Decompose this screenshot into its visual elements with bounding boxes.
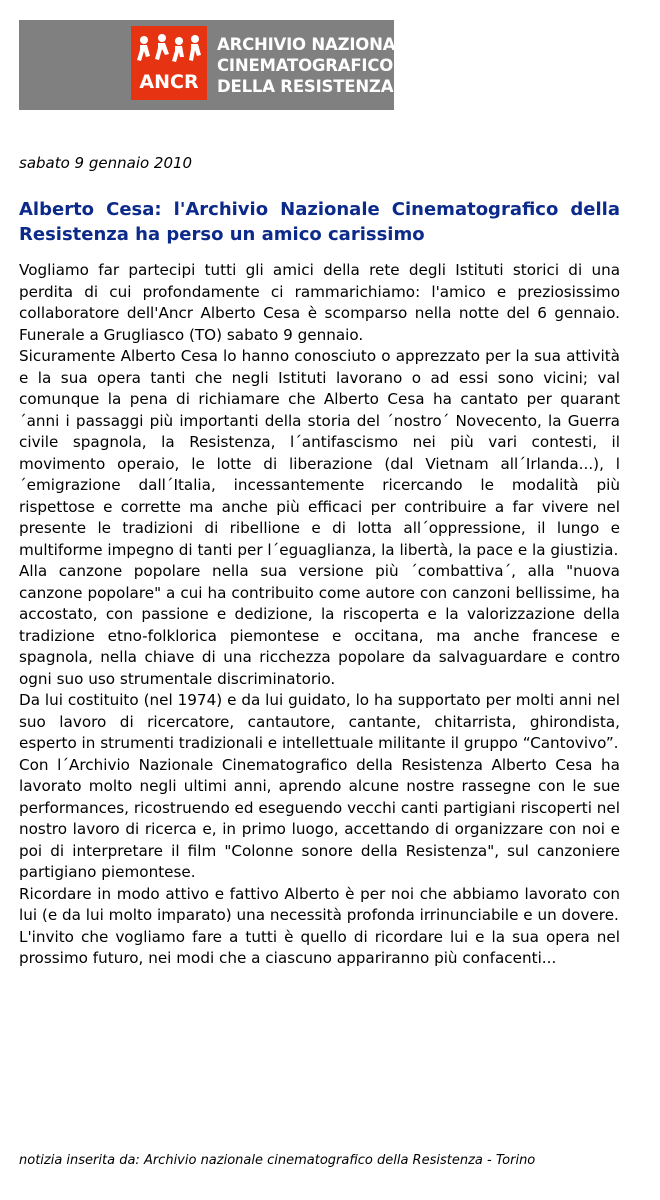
post-date: sabato 9 gennaio 2010 bbox=[19, 154, 193, 172]
paragraph: Vogliamo far partecipi tutti gli amici della rete degli Istituti storici di una perdita di cui profondamente ci rammarichiamo: l'amico e preziosissimo collaboratore dell'Ancr Alberto Cesa è scomparso nella notte del 6 gennaio. Funerale a Grugliasco (TO) sabato 9 gennaio. bbox=[19, 261, 620, 344]
header-banner bbox=[19, 20, 417, 110]
paragraph: Con l´Archivio Nazionale Cinematografico della Resistenza Alberto Cesa ha lavorato molto negli ultimi anni, aprendo alcune nostre rassegne con le sue performances, ricostruendo ed eseguendo vecchi canti partigiani riscoperti nel nostro lavoro di ricerca e, in primo luogo, accettando di organizzare con noi e poi di interpretare il film "Colonne sonore della Resistenza", sul canzoniere partigiano piemontese. bbox=[19, 755, 620, 881]
logo-line-1: ARCHIVIO NAZIONALE bbox=[217, 35, 417, 54]
paragraph: Ricordare in modo attivo e fattivo Alberto è per noi che abbiamo lavorato con lui (e da lui molto imparato) una necessità profonda irrinunciabile e un dovere. bbox=[19, 884, 620, 924]
paragraph: Sicuramente Alberto Cesa lo hanno conosciuto o apprezzato per la sua attività e la sua opera tanti che negli Istituti lavorano o ad essi sono vicini; val comunque la pena di richiamare che Alberto Cesa ha cantato per quarant´anni i passaggi più importanti della storia del ´nostro´ Novecento, la Guerra civile spagnola, la Resistenza, l´antifascismo nei più vari contesti, il movimento operaio, le lotte di liberazione (dal Vietnam all´Irlanda...), l´emigrazione dall´Italia, incessantemente ricercando le modalità più rispettose e corrette ma anche più efficaci per contribuire a far vivere nel presente le tradizioni di ribellione e di lotta all´oppressione, il lungo e multiforme impegno di tanti per l´eguaglianza, la libertà, la pace e la giustizia. bbox=[19, 347, 620, 559]
paragraph: L'invito che vogliamo fare a tutti è quello di ricordare lui e la sua opera nel prossimo futuro, nei modi che a ciascuno appariranno più confacenti... bbox=[19, 927, 620, 967]
paragraph: Da lui costituito (nel 1974) e da lui guidato, lo ha supportato per molti anni nel suo lavoro di ricercatore, cantautore, cantante, chitarrista, ghirondista, esperto in strumenti tradizionali e intellettuale militante il gruppo “Cantovivo”. bbox=[19, 691, 620, 752]
logo-line-3: DELLA RESISTENZA bbox=[217, 77, 394, 96]
ancr-logo-icon bbox=[131, 26, 207, 100]
post-body bbox=[19, 260, 620, 970]
post-footer: notizia inserita da: Archivio nazionale cinematografico della Resistenza - Torino bbox=[19, 1153, 536, 1168]
logo-line-2: CINEMATOGRAFICO bbox=[217, 56, 394, 75]
post-title: Alberto Cesa: l'Archivio Nazionale Cinematografico della Resistenza ha perso un amico carissimo bbox=[19, 199, 620, 245]
paragraph: Alla canzone popolare nella sua versione più ´combattiva´, alla "nuova canzone popolare" a cui ha contribuito come autore con canzoni bellissime, ha accostato, con passione e dedizione, la riscoperta e la valorizzazione della tradizione etno-folklorica piemontese e occitana, ma anche francese e spagnola, nella chiave di una ricchezza popolare da salvaguardare e contro ogni suo uso strumentale discriminatorio. bbox=[19, 562, 620, 688]
logo-abbrev: ANCR bbox=[139, 71, 199, 93]
logo-text bbox=[217, 34, 417, 97]
